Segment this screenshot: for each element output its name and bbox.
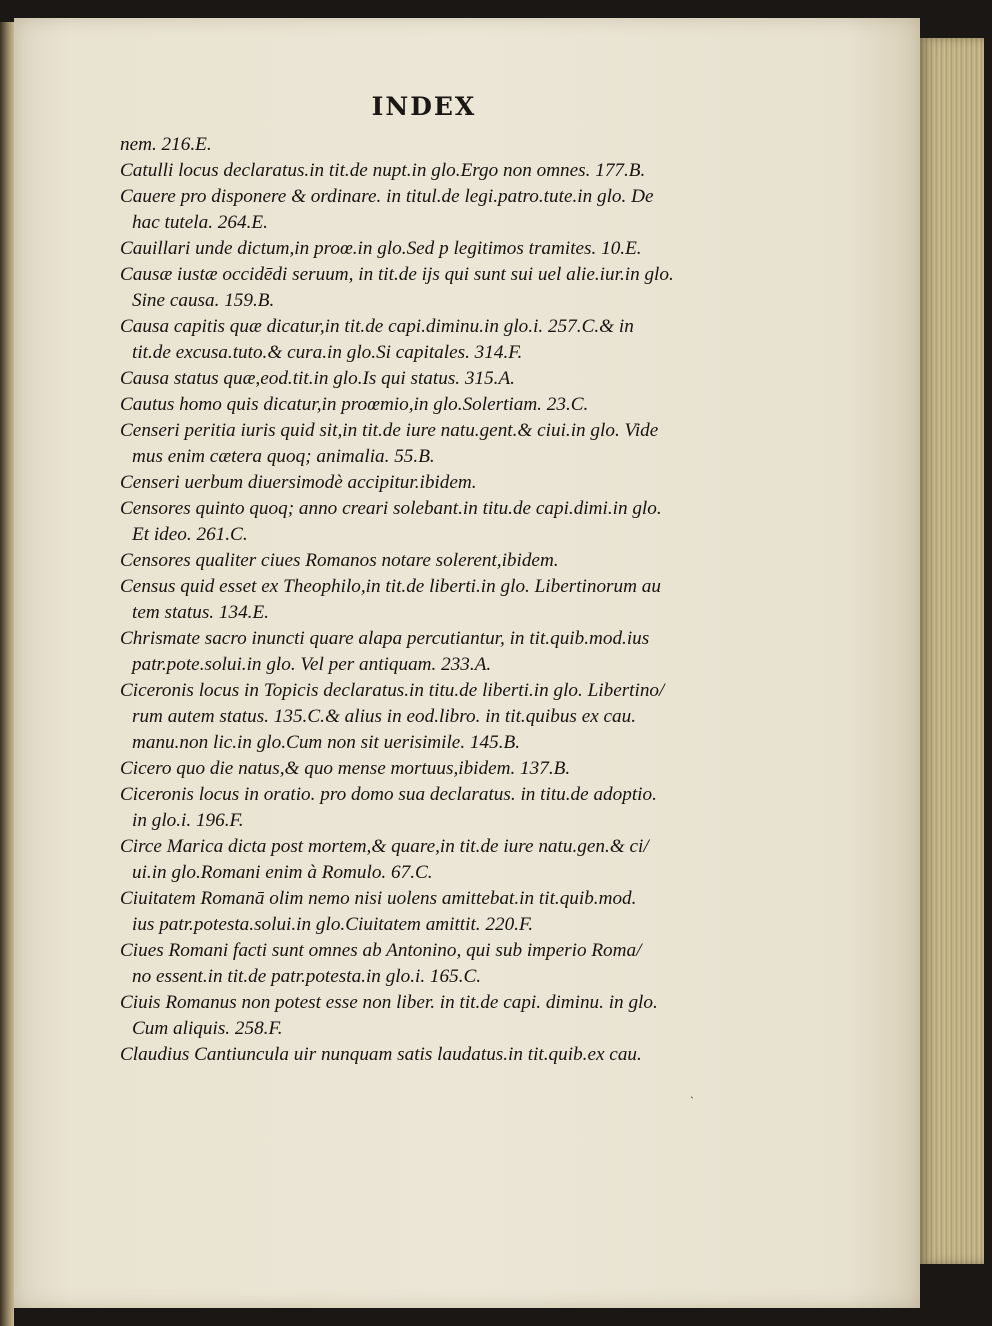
index-entry-line: nem. 216.E. — [120, 134, 212, 155]
index-entry — [120, 678, 730, 756]
index-entry-continuation: no essent.in tit.de patr.potesta.in glo.i. 165.C. — [132, 966, 482, 987]
index-entry — [120, 938, 730, 990]
index-entry — [120, 158, 730, 184]
index-entry-line: Circe Marica dicta post mortem,& quare,in tit.de iure natu.gen.& ci/ — [120, 836, 649, 857]
index-entry — [120, 626, 730, 678]
index-entry-line: Causa capitis quæ dicatur,in tit.de capi.diminu.in glo.i. 257.C.& in — [120, 316, 634, 337]
index-entry-continuation: hac tutela. 264.E. — [132, 212, 268, 233]
index-entry — [120, 756, 730, 782]
index-entry-continuation: in glo.i. 196.F. — [132, 810, 244, 831]
index-entry-continuation: ius patr.potesta.solui.in glo.Ciuitatem amittit. 220.F. — [132, 914, 534, 935]
index-entry-continuation: mus enim cætera quoq; animalia. 55.B. — [132, 446, 435, 467]
index-entry — [120, 184, 730, 236]
index-entry — [120, 1042, 730, 1068]
index-entry-line: Censores qualiter ciues Romanos notare solerent,ibidem. — [120, 550, 559, 571]
index-entry — [120, 392, 730, 418]
index-entry — [120, 782, 730, 834]
index-entry-continuation: manu.non lic.in glo.Cum non sit uerisimile. 145.B. — [132, 732, 521, 753]
index-entry — [120, 574, 730, 626]
index-entry-line: Cicero quo die natus,& quo mense mortuus,ibidem. 137.B. — [120, 758, 571, 779]
index-entry — [120, 990, 730, 1042]
index-entry-line: Ciceronis locus in Topicis declaratus.in titu.de liberti.in glo. Libertino/ — [120, 680, 665, 701]
index-entry — [120, 314, 730, 366]
index-entry-line: Censores quinto quoq; anno creari solebant.in titu.de capi.dimi.in glo. — [120, 498, 662, 519]
index-entry — [120, 418, 730, 470]
index-entry — [120, 886, 730, 938]
index-entry-continuation: Et ideo. 261.C. — [132, 524, 248, 545]
index-entry — [120, 834, 730, 886]
index-entry — [120, 262, 730, 314]
book-fore-edge — [918, 38, 984, 1264]
index-entry-line: Ciues Romani facti sunt omnes ab Antonino, qui sub imperio Roma/ — [120, 940, 642, 961]
index-entry-continuation: ui.in glo.Romani enim à Romulo. 67.C. — [132, 862, 433, 883]
index-entry — [120, 496, 730, 548]
index-entry-line: Ciuitatem Romanā olim nemo nisi uolens amittebat.in tit.quib.mod. — [120, 888, 637, 909]
index-entry-continuation: rum autem status. 135.C.& alius in eod.libro. in tit.quibus ex cau. — [132, 706, 637, 727]
index-entry-line: Ciceronis locus in oratio. pro domo sua declaratus. in titu.de adoptio. — [120, 784, 657, 805]
index-entry-line: Ciuis Romanus non potest esse non liber. in tit.de capi. diminu. in glo. — [120, 992, 658, 1013]
signature-mark: ` — [690, 1094, 694, 1108]
index-entry-line: Censeri uerbum diuersimodè accipitur.ibidem. — [120, 472, 477, 493]
index-entry — [120, 132, 730, 158]
index-entry-line: Censeri peritia iuris quid sit,in tit.de iure natu.gent.& ciui.in glo. Vide — [120, 420, 659, 441]
index-entry-line: Cauere pro disponere & ordinare. in titul.de legi.patro.tute.in glo. De — [120, 186, 654, 207]
index-entry — [120, 470, 730, 496]
index-entry-continuation: tem status. 134.E. — [132, 602, 269, 623]
index-entry-continuation: tit.de excusa.tuto.& cura.in glo.Si capitales. 314.F. — [132, 342, 523, 363]
index-entry-line: Cautus homo quis dicatur,in proœmio,in glo.Solertiam. 23.C. — [120, 394, 589, 415]
index-entry-line: Census quid esset ex Theophilo,in tit.de liberti.in glo. Libertinorum au — [120, 576, 661, 597]
index-entry-continuation: Cum aliquis. 258.F. — [132, 1018, 283, 1039]
index-entry-line: Catulli locus declaratus.in tit.de nupt.in glo.Ergo non omnes. 177.B. — [120, 160, 646, 181]
index-entry — [120, 548, 730, 574]
index-entry-line: Chrismate sacro inuncti quare alapa percutiantur, in tit.quib.mod.ius — [120, 628, 650, 649]
index-entry-line: Cauillari unde dictum,in proœ.in glo.Sed p legitimos tramites. 10.E. — [120, 238, 642, 259]
index-entry — [120, 366, 730, 392]
adjacent-page-edge — [0, 22, 14, 1326]
index-entry-line: Causæ iustæ occidēdi seruum, in tit.de ijs qui sunt sui uel alie.iur.in glo. — [120, 264, 674, 285]
index-entry — [120, 236, 730, 262]
index-entries — [120, 132, 730, 1068]
index-entry-line: Claudius Cantiuncula uir nunquam satis laudatus.in tit.quib.ex cau. — [120, 1044, 642, 1065]
index-entry-line: Causa status quæ,eod.tit.in glo.Is qui status. 315.A. — [120, 368, 515, 389]
index-entry-continuation: patr.pote.solui.in glo. Vel per antiquam. 233.A. — [132, 654, 492, 675]
index-entry-continuation: Sine causa. 159.B. — [132, 290, 275, 311]
page-header: INDEX — [371, 92, 477, 121]
